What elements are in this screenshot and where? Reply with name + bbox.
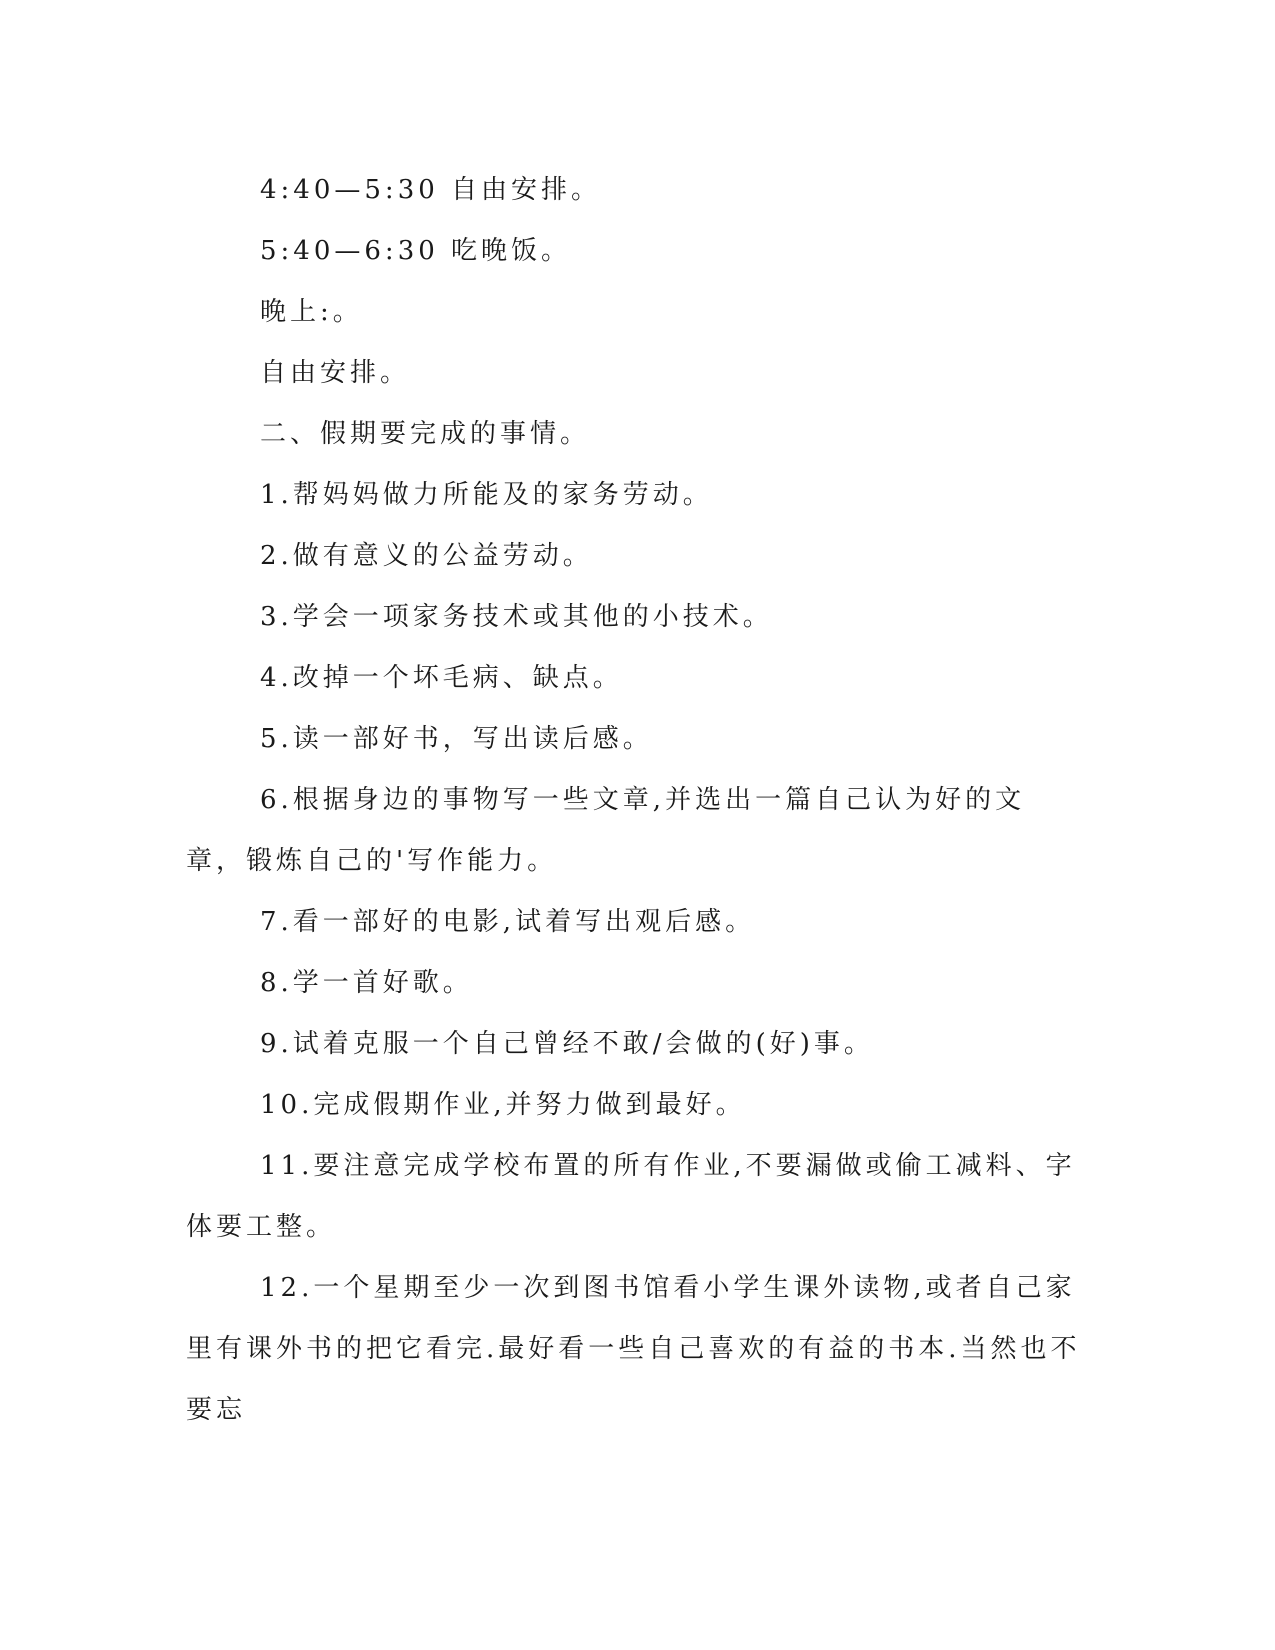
list-item: 6.根据身边的事物写一些文章,并选出一篇自己认为好的文章，锻炼自己的'写作能力。 bbox=[186, 785, 1026, 876]
paragraph-schedule-1: 4:40—5:30 自由安排。 bbox=[260, 175, 602, 205]
list-item: 8.学一首好歌。 bbox=[260, 968, 473, 998]
section-heading: 二、假期要完成的事情。 bbox=[260, 419, 591, 449]
paragraph-evening: 晚上:。 bbox=[260, 297, 363, 327]
paragraph-free-time: 自由安排。 bbox=[260, 358, 411, 388]
list-item: 1.帮妈妈做力所能及的家务劳动。 bbox=[260, 480, 713, 510]
list-item: 4.改掉一个坏毛病、缺点。 bbox=[260, 663, 623, 693]
list-item: 2.做有意义的公益劳动。 bbox=[260, 541, 593, 571]
list-item: 11.要注意完成学校布置的所有作业,不要漏做或偷工减料、字体要工整。 bbox=[186, 1151, 1076, 1242]
list-item: 7.看一部好的电影,试着写出观后感。 bbox=[260, 907, 756, 937]
document-body bbox=[186, 160, 1081, 1441]
list-item: 5.读一部好书，写出读后感。 bbox=[260, 724, 653, 754]
list-item: 12.一个星期至少一次到图书馆看小学生课外读物,或者自己家里有课外书的把它看完.最好看一些自己喜欢的有益的书本.当然也不要忘 bbox=[186, 1273, 1081, 1425]
list-item: 10.完成假期作业,并努力做到最好。 bbox=[260, 1090, 746, 1120]
list-item: 9.试着克服一个自己曾经不敢/会做的(好)事。 bbox=[260, 1029, 874, 1059]
list-item: 3.学会一项家务技术或其他的小技术。 bbox=[260, 602, 773, 632]
paragraph-schedule-2: 5:40—6:30 吃晚饭。 bbox=[260, 236, 572, 266]
